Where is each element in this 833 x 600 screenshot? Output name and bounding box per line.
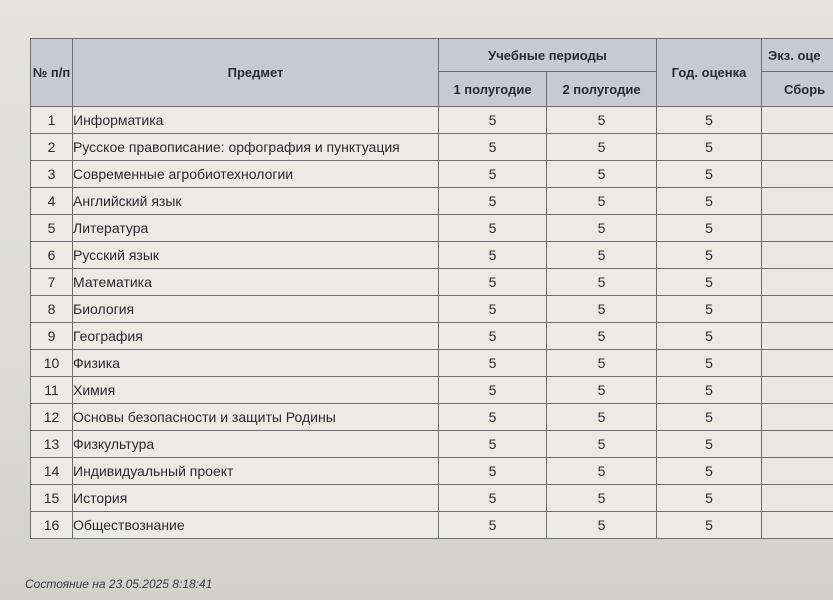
row-number: 6 (31, 242, 73, 269)
row-year-mark: 5 (657, 350, 762, 377)
row-year-mark: 5 (657, 485, 762, 512)
row-subject: Физика (73, 350, 439, 377)
row-half2-mark: 5 (547, 350, 657, 377)
row-number: 12 (31, 404, 73, 431)
table-row (31, 134, 833, 161)
grades-table (30, 38, 833, 539)
row-half2-mark: 5 (547, 458, 657, 485)
table-header (31, 39, 833, 107)
row-year-mark: 5 (657, 215, 762, 242)
table-row (31, 269, 833, 296)
row-half1-mark: 5 (439, 485, 547, 512)
row-half1-mark: 5 (439, 296, 547, 323)
header-subject: Предмет (73, 39, 439, 107)
row-half2-mark: 5 (547, 242, 657, 269)
header-half1: 1 полугодие (439, 72, 547, 107)
row-year-mark: 5 (657, 296, 762, 323)
row-number: 10 (31, 350, 73, 377)
row-half1-mark: 5 (439, 377, 547, 404)
row-exam-cell (762, 404, 833, 431)
header-exam: Экз. оце (762, 39, 833, 72)
row-exam-cell (762, 350, 833, 377)
header-exam-sub: Сборь (762, 72, 833, 107)
row-exam-cell (762, 188, 833, 215)
row-year-mark: 5 (657, 161, 762, 188)
row-half2-mark: 5 (547, 269, 657, 296)
row-number: 5 (31, 215, 73, 242)
row-half2-mark: 5 (547, 296, 657, 323)
row-year-mark: 5 (657, 134, 762, 161)
row-half2-mark: 5 (547, 431, 657, 458)
row-number: 14 (31, 458, 73, 485)
row-half2-mark: 5 (547, 107, 657, 134)
table-row (31, 215, 833, 242)
table-row (31, 242, 833, 269)
row-subject: Обществознание (73, 512, 439, 539)
row-exam-cell (762, 377, 833, 404)
row-year-mark: 5 (657, 107, 762, 134)
row-half1-mark: 5 (439, 323, 547, 350)
row-year-mark: 5 (657, 377, 762, 404)
table-row (31, 296, 833, 323)
row-subject: Современные агробиотехнологии (73, 161, 439, 188)
row-number: 2 (31, 134, 73, 161)
row-exam-cell (762, 107, 833, 134)
row-half2-mark: 5 (547, 215, 657, 242)
header-year: Год. оценка (657, 39, 762, 107)
table-row (31, 404, 833, 431)
row-subject: Химия (73, 377, 439, 404)
row-year-mark: 5 (657, 458, 762, 485)
row-half1-mark: 5 (439, 215, 547, 242)
row-half1-mark: 5 (439, 350, 547, 377)
header-num: № п/п (31, 39, 73, 107)
header-half2: 2 полугодие (547, 72, 657, 107)
row-subject: Информатика (73, 107, 439, 134)
row-subject: Математика (73, 269, 439, 296)
row-half2-mark: 5 (547, 323, 657, 350)
table-body (31, 107, 833, 539)
row-half1-mark: 5 (439, 269, 547, 296)
row-number: 8 (31, 296, 73, 323)
row-half2-mark: 5 (547, 404, 657, 431)
row-year-mark: 5 (657, 242, 762, 269)
row-subject: История (73, 485, 439, 512)
row-number: 9 (31, 323, 73, 350)
row-year-mark: 5 (657, 431, 762, 458)
row-number: 3 (31, 161, 73, 188)
row-half2-mark: 5 (547, 512, 657, 539)
row-year-mark: 5 (657, 188, 762, 215)
row-exam-cell (762, 134, 833, 161)
table-row (31, 188, 833, 215)
table-row (31, 161, 833, 188)
row-exam-cell (762, 296, 833, 323)
row-number: 15 (31, 485, 73, 512)
row-year-mark: 5 (657, 404, 762, 431)
row-half2-mark: 5 (547, 134, 657, 161)
row-half1-mark: 5 (439, 458, 547, 485)
row-subject: Русский язык (73, 242, 439, 269)
row-subject: Русское правописание: орфография и пунктуация (73, 134, 439, 161)
row-exam-cell (762, 269, 833, 296)
row-number: 7 (31, 269, 73, 296)
row-subject: Физкультура (73, 431, 439, 458)
table-row (31, 512, 833, 539)
row-year-mark: 5 (657, 269, 762, 296)
row-number: 11 (31, 377, 73, 404)
row-half1-mark: 5 (439, 134, 547, 161)
table-row (31, 431, 833, 458)
row-number: 16 (31, 512, 73, 539)
row-number: 4 (31, 188, 73, 215)
row-number: 1 (31, 107, 73, 134)
row-year-mark: 5 (657, 323, 762, 350)
row-half1-mark: 5 (439, 107, 547, 134)
table-row (31, 485, 833, 512)
row-exam-cell (762, 431, 833, 458)
row-half2-mark: 5 (547, 161, 657, 188)
row-half1-mark: 5 (439, 188, 547, 215)
row-exam-cell (762, 215, 833, 242)
status-timestamp: Состояние на 23.05.2025 8:18:41 (25, 577, 213, 591)
row-half1-mark: 5 (439, 404, 547, 431)
row-subject: Биология (73, 296, 439, 323)
row-number: 13 (31, 431, 73, 458)
row-subject: Литература (73, 215, 439, 242)
row-half1-mark: 5 (439, 242, 547, 269)
row-exam-cell (762, 512, 833, 539)
grades-sheet (30, 38, 833, 560)
row-subject: Английский язык (73, 188, 439, 215)
table-row (31, 107, 833, 134)
row-subject: Основы безопасности и защиты Родины (73, 404, 439, 431)
row-half1-mark: 5 (439, 161, 547, 188)
row-half2-mark: 5 (547, 485, 657, 512)
table-row (31, 323, 833, 350)
table-row (31, 458, 833, 485)
header-periods: Учебные периоды (439, 39, 657, 72)
row-half2-mark: 5 (547, 188, 657, 215)
row-half2-mark: 5 (547, 377, 657, 404)
row-exam-cell (762, 323, 833, 350)
row-year-mark: 5 (657, 512, 762, 539)
table-row (31, 377, 833, 404)
table-row (31, 350, 833, 377)
row-exam-cell (762, 485, 833, 512)
row-exam-cell (762, 161, 833, 188)
row-subject: География (73, 323, 439, 350)
row-half1-mark: 5 (439, 431, 547, 458)
row-exam-cell (762, 458, 833, 485)
row-half1-mark: 5 (439, 512, 547, 539)
row-exam-cell (762, 242, 833, 269)
row-subject: Индивидуальный проект (73, 458, 439, 485)
